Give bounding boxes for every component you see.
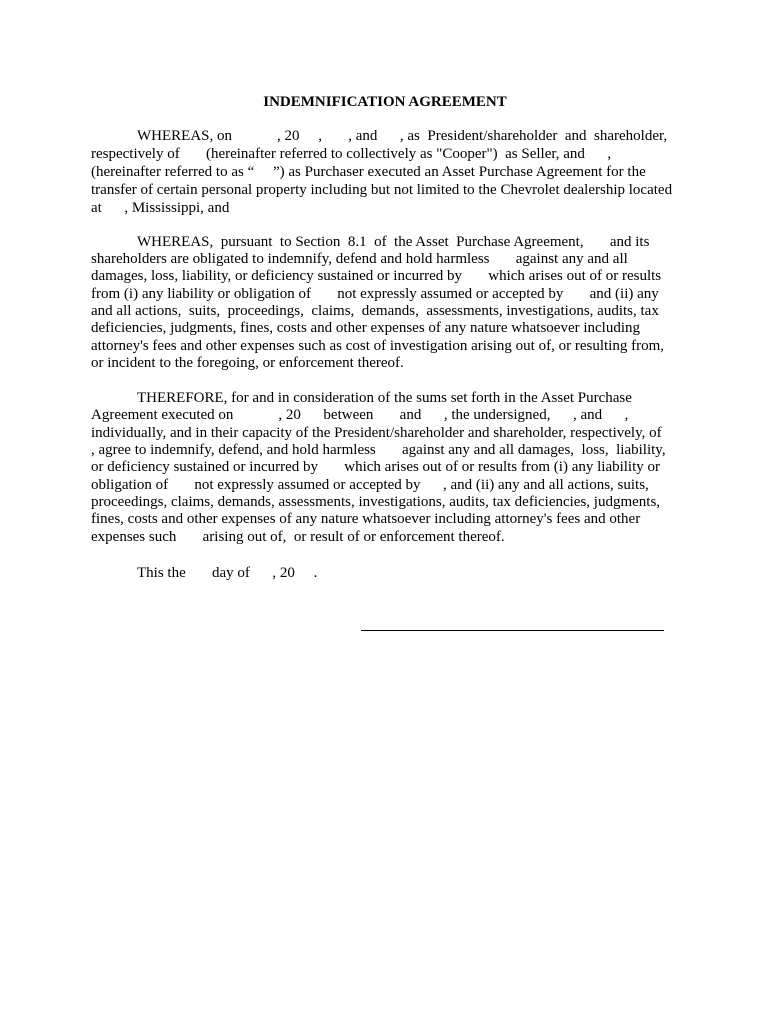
whereas-2-line-5: and all actions, suits, proceedings, claims, demands, assessments, investigations, audits, tax bbox=[91, 303, 659, 319]
therefore-line-9: expenses such arising out of, or result of or enforcement thereof. bbox=[91, 529, 505, 545]
whereas-1-line-4: transfer of certain personal property including but not limited to the Chevrolet dealership located bbox=[91, 182, 673, 198]
date-line: This the day of , 20 . bbox=[137, 565, 318, 581]
therefore-line-7: proceedings, claims, demands, assessments, investigations, audits, tax deficiencies, judgments, bbox=[91, 494, 661, 510]
signature-line bbox=[361, 630, 664, 631]
document-title: INDEMNIFICATION AGREEMENT bbox=[263, 94, 507, 110]
therefore-line-1: THEREFORE, for and in consideration of the sums set forth in the Asset Purchase bbox=[137, 390, 632, 406]
therefore-line-6: obligation of not expressly assumed or accepted by , and (ii) any and all actions, suits, bbox=[91, 477, 649, 493]
whereas-1-line-3: (hereinafter referred to as “ ”) as Purchaser executed an Asset Purchase Agreement for the bbox=[91, 164, 646, 180]
whereas-2-line-8: or incident to the foregoing, or enforcement thereof. bbox=[91, 355, 404, 371]
whereas-1-line-5: at , Mississippi, and bbox=[91, 200, 230, 216]
whereas-2-line-2: shareholders are obligated to indemnify, defend and hold harmless against any and all bbox=[91, 251, 628, 267]
whereas-2-line-4: from (i) any liability or obligation of not expressly assumed or accepted by and (ii) any bbox=[91, 286, 659, 302]
therefore-line-5: or deficiency sustained or incurred by which arises out of or results from (i) any liability or bbox=[91, 459, 661, 475]
therefore-line-3: individually, and in their capacity of the President/shareholder and shareholder, respectively, of bbox=[91, 425, 662, 441]
whereas-1-line-1: WHEREAS, on , 20 , , and , as President/shareholder and shareholder, bbox=[137, 128, 668, 144]
therefore-line-8: fines, costs and other expenses of any nature whatsoever including attorney's fees and other bbox=[91, 511, 641, 527]
whereas-2-line-3: damages, loss, liability, or deficiency sustained or incurred by which arises out of or results bbox=[91, 268, 662, 284]
whereas-2-line-7: attorney's fees and other expenses such as cost of investigation arising out of, or resulting from, bbox=[91, 338, 664, 354]
therefore-line-2: Agreement executed on , 20 between and , the undersigned, , and , bbox=[91, 407, 629, 423]
whereas-2-line-6: deficiencies, judgments, fines, costs and other expenses of any nature whatsoever including bbox=[91, 320, 641, 336]
whereas-1-line-2: respectively of (hereinafter referred to collectively as "Cooper") as Seller, and , bbox=[91, 146, 612, 162]
therefore-line-4: , agree to indemnify, defend, and hold harmless against any and all damages, loss, liability, bbox=[91, 442, 666, 458]
whereas-2-line-1: WHEREAS, pursuant to Section 8.1 of the Asset Purchase Agreement, and its bbox=[137, 234, 650, 250]
